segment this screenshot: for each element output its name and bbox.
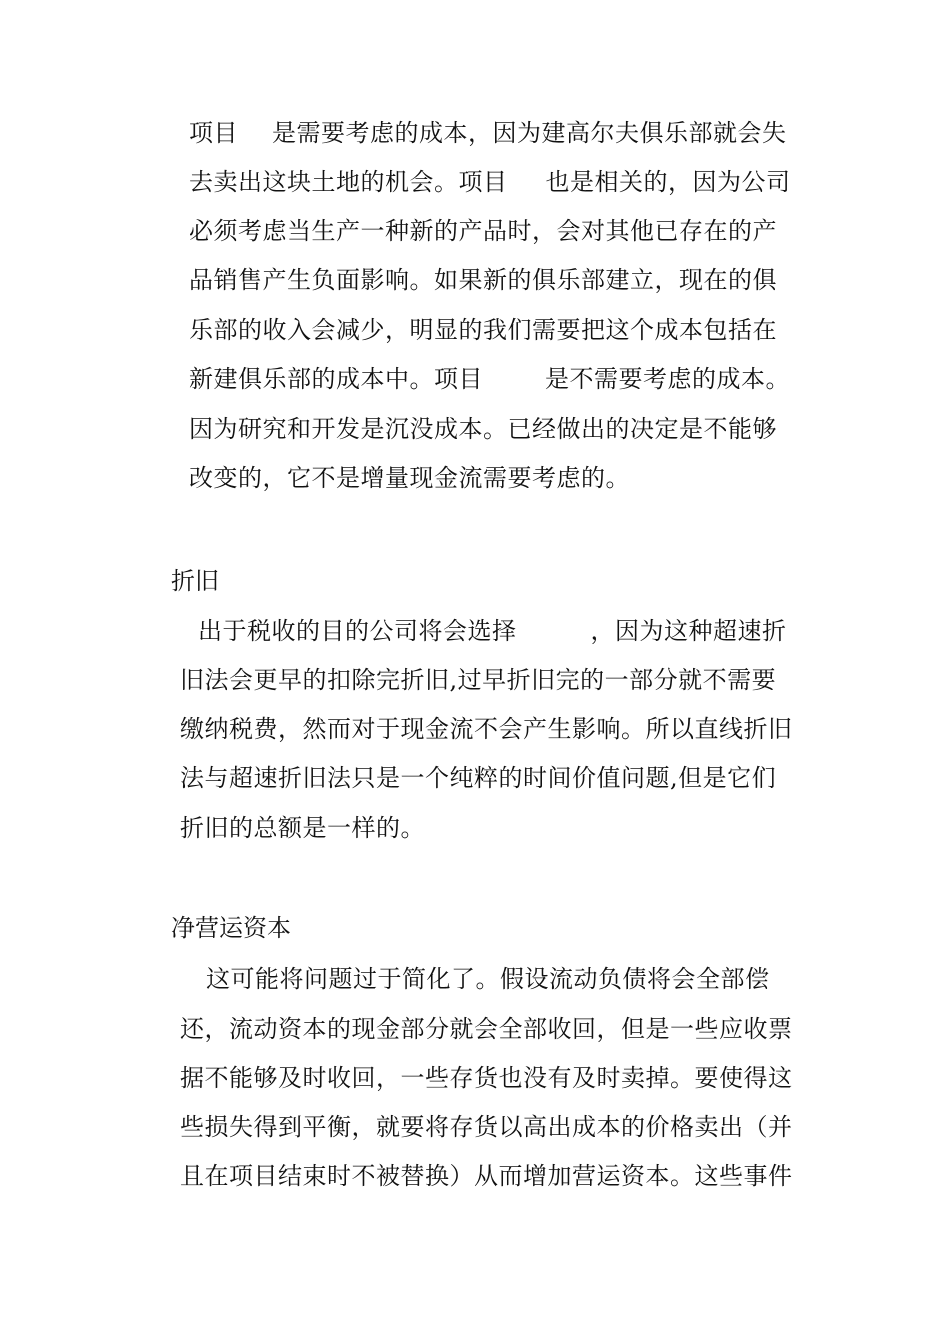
paragraph-line: 新建俱乐部的成本中。项目 是不需要考虑的成本。 — [189, 365, 790, 393]
paragraph-line: 乐部的收入会减少，明显的我们需要把这个成本包括在 — [189, 316, 777, 344]
section-heading-depreciation: 折旧 — [171, 567, 219, 595]
paragraph-line: 改变的，它不是增量现金流需要考虑的。 — [189, 464, 630, 492]
paragraph-line: 项目 是需要考虑的成本，因为建高尔夫俱乐部就会失 — [189, 119, 787, 147]
paragraph-line: 法与超速折旧法只是一个纯粹的时间价值问题,但是它们 — [180, 764, 777, 792]
paragraph-line: 且在项目结束时不被替换）从而增加营运资本。这些事件 — [180, 1162, 793, 1190]
paragraph-line: 去卖出这块土地的机会。项目 也是相关的，因为公司 — [189, 168, 791, 196]
paragraph-line: 据不能够及时收回，一些存货也没有及时卖掉。要使得这 — [180, 1064, 793, 1092]
paragraph-line: 品销售产生负面影响。如果新的俱乐部建立，现在的俱 — [189, 266, 777, 294]
paragraph-line: 因为研究和开发是沉没成本。已经做出的决定是不能够 — [189, 415, 777, 443]
paragraph-line: 旧法会更早的扣除完折旧,过早折旧完的一部分就不需要 — [180, 666, 777, 694]
paragraph-line: 缴纳税费，然而对于现金流不会产生影响。所以直线折旧 — [180, 715, 793, 743]
paragraph-line: 折旧的总额是一样的。 — [180, 814, 425, 842]
paragraph-line: 这可能将问题过于简化了。假设流动负债将会全部偿 — [206, 965, 770, 993]
paragraph-line: 些损失得到平衡，就要将存货以高出成本的价格卖出（并 — [180, 1113, 793, 1141]
paragraph-line: 必须考虑当生产一种新的产品时，会对其他已存在的产 — [189, 217, 777, 245]
paragraph-line: 还，流动资本的现金部分就会全部收回，但是一些应收票 — [180, 1015, 793, 1043]
section-heading-net-working-capital: 净营运资本 — [171, 914, 291, 942]
paragraph-line: 出于税收的目的公司将会选择 ，因为这种超速折 — [198, 617, 787, 645]
